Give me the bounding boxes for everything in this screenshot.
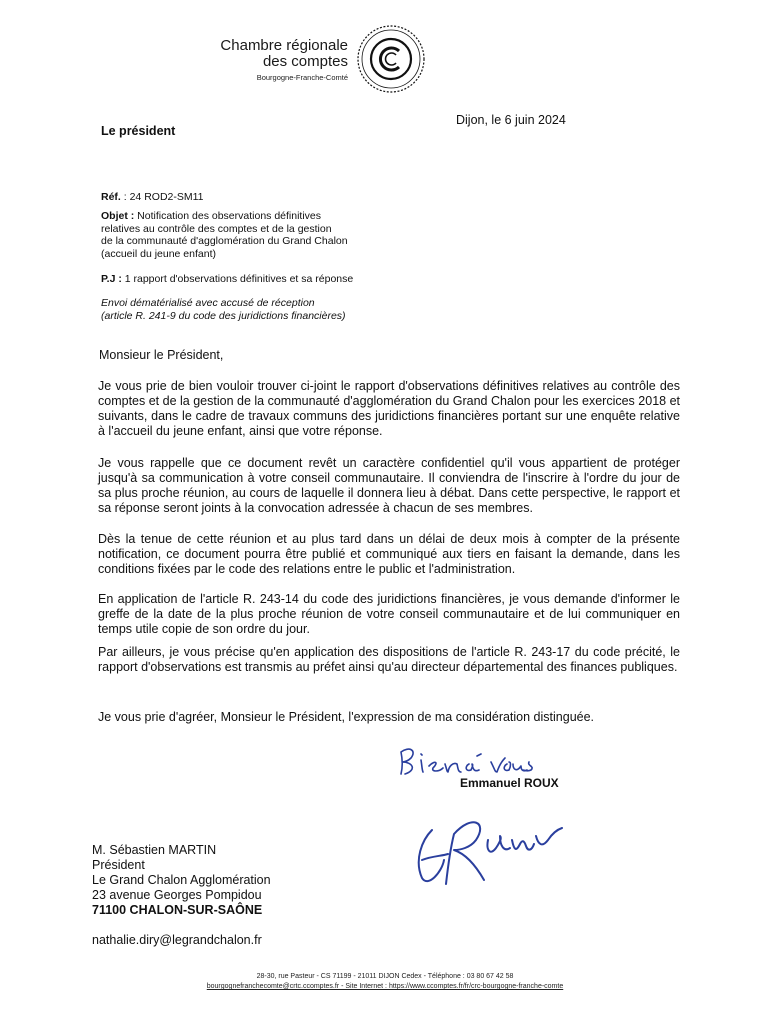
attachment [101, 273, 353, 286]
subject-line: de la communauté d'agglomération du Grand Chalon [101, 235, 348, 247]
letterhead-line1: Chambre régionale [220, 37, 348, 54]
body-paragraph: En application de l'article R. 243-14 du code des juridictions financières, je vous demande d'informer le greffe de la date de la plus proche réunion de votre conseil communautaire et de lui communiquer en temps utile copie de son ordre du jour. [98, 592, 680, 636]
subject-line: relatives au contrôle des comptes et de la gestion [101, 222, 332, 235]
subject-label: Objet : [101, 210, 135, 222]
body-paragraph: Je vous rappelle que ce document revêt un caractère confidentiel qu'il vous appartient de protéger jusqu'à sa communication à votre conseil communautaire. Il conviendra de l'inscrire à l'ordre du jour de sa plus proche réunion, au cours de laquelle il donnera lieu à débat. Dans cette perspective, le rapport et sa réponse seront joints à la convocation adressée à chacun de ses membres. [98, 456, 680, 515]
sender-title: Le président [101, 124, 176, 138]
subject-line: Notification des observations définitives [134, 210, 322, 222]
recipient-line: Président [92, 858, 145, 872]
reference-label: Réf. [101, 191, 121, 203]
delivery-note [101, 297, 431, 322]
attachment-value: 1 rapport d'observations définitives et sa réponse [121, 273, 354, 285]
reference-value: : 24 ROD2-SM11 [120, 191, 204, 203]
footer [130, 972, 640, 992]
crc-seal-icon [356, 24, 426, 94]
recipient-line: Le Grand Chalon Agglomération [92, 873, 271, 887]
letterhead [200, 38, 348, 84]
body-paragraph: Par ailleurs, je vous précise qu'en application des dispositions de l'article R. 243-17 du code précité, le rapport d'observations est transmis au préfet ainsi qu'au directeur départemental des finances publiques. [98, 645, 680, 674]
footer-address: 28-30, rue Pasteur - CS 71199 - 21011 DIJON Cedex - Téléphone : 03 80 67 42 58 [256, 973, 514, 980]
handwritten-note [395, 740, 545, 780]
recipient-line: M. Sébastien MARTIN [92, 843, 217, 857]
salutation: Monsieur le Président, [99, 348, 224, 362]
recipient-line: 23 avenue Georges Pompidou [92, 888, 262, 902]
signature [392, 800, 572, 890]
reference [101, 191, 204, 204]
letterhead-line2: des comptes [262, 53, 348, 70]
closing-paragraph: Je vous prie d'agréer, Monsieur le Président, l'expression de ma considération distinguée. [98, 710, 595, 724]
recipient-email: nathalie.diry@legrandchalon.fr [92, 933, 262, 947]
subject [101, 210, 421, 260]
footer-contact: bourgognefranchecomte@crtc.ccomptes.fr - Site Internet : https://www.ccomptes.fr/fr/crc-bourgogne-franche-comte [206, 983, 564, 990]
body-paragraph: Dès la tenue de cette réunion et au plus tard dans un délai de deux mois à compter de la présente notification, ce document pourra être publié et communiqué aux tiers en faisant la demande, dans les conditions fixées par le code des relations entre le public et l'administration. [98, 532, 680, 576]
delivery-line: Envoi dématérialisé avec accusé de réception [101, 297, 315, 309]
delivery-line: (article R. 241-9 du code des juridictions financières) [101, 309, 346, 322]
recipient-line: 71100 CHALON-SUR-SAÔNE [92, 903, 263, 917]
letter-date: Dijon, le 6 juin 2024 [456, 113, 566, 127]
attachment-label: P.J : [101, 273, 122, 285]
body-paragraph: Je vous prie de bien vouloir trouver ci-joint le rapport d'observations définitives relatives au contrôle des comptes et de la gestion de la communauté d'agglomération du Grand Chalon pour les exercices 2018 et suivants, dans le cadre de travaux communs des juridictions financières portant sur une enquête relative à l'accueil du jeune enfant, ainsi que votre réponse. [98, 379, 680, 438]
subject-line: (accueil du jeune enfant) [101, 247, 216, 260]
letterhead-region: Bourgogne-Franche-Comté [256, 73, 348, 82]
signer-name: Emmanuel ROUX [460, 776, 559, 790]
recipient-address [92, 843, 271, 918]
